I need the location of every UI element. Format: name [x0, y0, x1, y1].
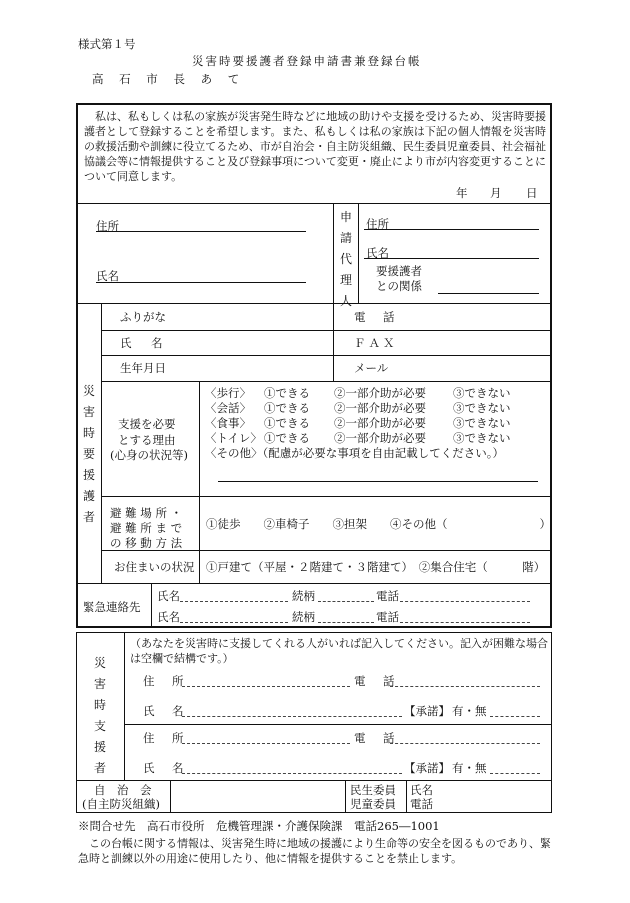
applicant-address-field[interactable]: [96, 231, 306, 232]
addressee: 高 石 市 長 あ て: [92, 72, 246, 86]
supporter-side-label: 災害時支援者: [93, 656, 106, 775]
person-side-label: 災害時要援護者: [82, 384, 95, 524]
support-label-3: (心身の状況等): [110, 448, 188, 462]
proxy-relation-label-2: との関係: [376, 279, 422, 293]
mail-label: メール: [354, 361, 389, 375]
support-other: 〈その他〉（配慮が必要な事項を自由記載してください。）: [205, 446, 504, 460]
date-year: 年: [456, 186, 468, 200]
proxy-name-label: 氏名: [366, 246, 389, 260]
support-other-field[interactable]: [218, 481, 538, 482]
evac-label-3: の 移 動 方 法: [110, 536, 183, 550]
fax-label: ＦＡＸ: [354, 336, 398, 350]
phone-label: 電 話: [354, 310, 398, 324]
evac-label-2: 避 難 所 ま で: [110, 521, 183, 535]
applicant-name-field[interactable]: [96, 282, 306, 283]
contact-info: ※問合せ先 高石市役所 危機管理課・介護保険課 電話265―1001: [78, 819, 440, 833]
housing-options[interactable]: ①戸建て（平屋・２階建て・３階建て） ②集合住宅（ 階）: [206, 560, 546, 574]
usage-notice: この台帳に関する情報は、災害発生時に地域の援護により生命等の安全を図るものであり、緊急時と訓練以外の用途に使用したり、他に情報を提供することを禁止します。: [78, 837, 551, 865]
proxy-side-label: 申請代理人: [339, 210, 352, 308]
furigana-label: ふりがな: [120, 310, 166, 324]
welfare-name-label: 氏名: [410, 783, 433, 797]
support-label-2: とする理由: [118, 433, 176, 447]
community-label-2: (自主防災組織): [82, 797, 160, 811]
applicant-address-label: 住所: [96, 219, 119, 233]
person-name-label: 氏 名: [120, 336, 167, 350]
support-label-1: 支援を必要: [118, 417, 176, 431]
birthdate-label: 生年月日: [120, 361, 166, 375]
evac-options[interactable]: ①徒歩 ②車椅子 ③担架 ④その他（ ）: [206, 517, 551, 531]
page-title: 災害時要援護者登録申請書兼登録台帳: [192, 54, 422, 68]
applicant-name-label: 氏名: [96, 269, 119, 283]
date-day: 日: [526, 186, 538, 200]
community-label-1: 自 治 会: [94, 783, 152, 797]
supporter-note: （あなたを災害時に支援してくれる人がいれば記入してください。記入が困難な場合は空欄で結構です。）: [130, 637, 548, 665]
proxy-address-field[interactable]: [364, 229, 539, 230]
proxy-relation-field[interactable]: [438, 293, 539, 294]
housing-label: お住まいの状況: [114, 560, 195, 574]
emergency-label: 緊急連絡先: [83, 600, 141, 614]
proxy-name-field[interactable]: [364, 258, 539, 259]
welfare-label-2: 児童委員: [350, 797, 396, 811]
welfare-label-1: 民生委員: [350, 783, 396, 797]
welfare-phone-label: 電話: [410, 797, 433, 811]
evac-label-1: 避 難 場 所 ・: [110, 506, 183, 520]
proxy-address-label: 住所: [366, 217, 389, 231]
date-month: 月: [490, 186, 502, 200]
consent-text: 私は、私もしくは私の家族が災害発生時などに地域の助けや支援を受けるため、災害時要援護者として登録することを希望します。また、私もしくは私の家族は下記の個人情報を災害時の救援活動や訓練に役立てるため、市が自治会・自主防災組織、民生委員児童委員、社会福祉協議会等に情報提供すること及び登録事項について変更・廃止により市が内容変更することについて同意します。: [84, 110, 546, 183]
proxy-relation-label-1: 要援護者: [376, 264, 422, 278]
form-number: 様式第１号: [78, 37, 136, 51]
